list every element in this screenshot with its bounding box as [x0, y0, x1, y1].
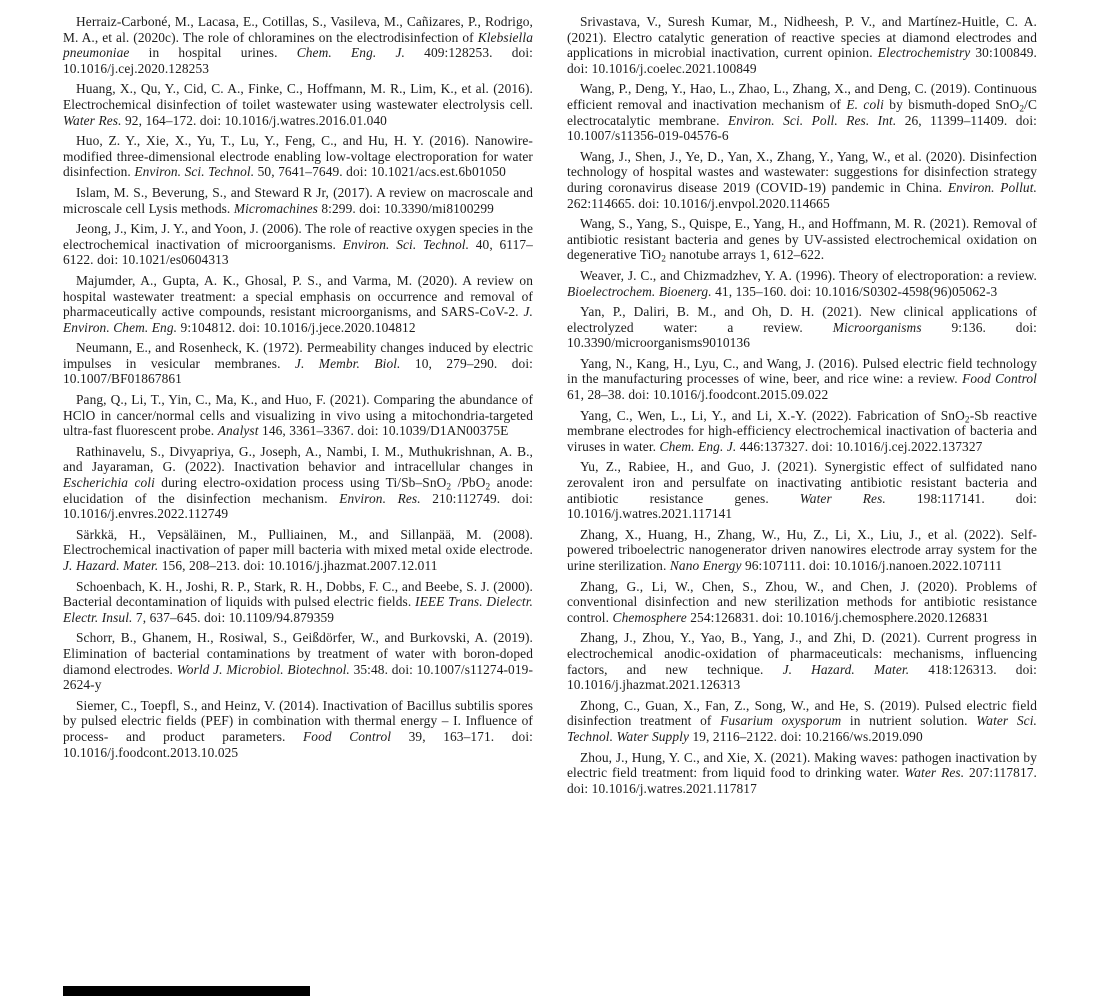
reference-italic-text: J. Membr. Biol.	[294, 355, 401, 371]
page-edge-artifact-bar	[63, 986, 310, 996]
reference-entry	[567, 216, 1037, 263]
reference-text: Yu, Z., Rabiee, H., and Guo, J. (2021). Synergistic effect of sulfidated nano zerovalent iron and persulfate on inactivating antibiotic resistant bacteria and antibiotic resistance genes.	[567, 459, 1037, 506]
reference-italic-text: Microorganisms	[832, 319, 922, 335]
reference-italic-text: Bioelectrochem. Bioenerg.	[567, 283, 712, 299]
reference-text: 210:112749. doi: 10.1016/j.envres.2022.112749	[63, 490, 533, 522]
reference-text: 96:107111. doi: 10.1016/j.nanoen.2022.107111	[741, 558, 1003, 573]
reference-italic-text: Environ. Sci. Technol.	[134, 164, 255, 180]
reference-text: 446:137327. doi: 10.1016/j.cej.2022.137327	[736, 438, 983, 454]
reference-text: anode: elucidation of the disinfection mechanism.	[63, 475, 533, 506]
reference-text: in hospital urines.	[129, 45, 297, 61]
reference-italic-text: Nano Energy	[669, 558, 742, 573]
reference-italic-text: Water Sci. Technol. Water Supply	[567, 713, 1037, 744]
reference-subscript-text: 2	[964, 415, 970, 425]
reference-entry	[567, 698, 1037, 745]
reference-text: 19, 2116–2122. doi: 10.2166/ws.2019.090	[689, 728, 923, 744]
reference-text: Yan, P., Daliri, B. M., and Oh, D. H. (2021). New clinical applications of electrolyzed water: a review.	[567, 304, 1037, 335]
reference-entry	[567, 81, 1037, 143]
reference-italic-text: Micromachines	[233, 200, 318, 216]
reference-italic-text: J. Environ. Chem. Eng.	[63, 304, 533, 335]
reference-text: Yang, N., Kang, H., Lyu, C., and Wang, J. (2016). Pulsed electric field technology in the manufacturing processes of wine, beer, and rice wine: a review.	[567, 355, 1037, 387]
reference-text: 26, 11399–11409. doi: 10.1007/s11356-019-04576-6	[567, 112, 1037, 144]
reference-text: -Sb reactive membrane electrodes for high-efficiency electrochemical inactivation of bacteria and viruses in water.	[567, 407, 1037, 454]
reference-text: Herraiz-Carboné, M., Lacasa, E., Cotillas, S., Vasileva, M., Cañizares, P., Rodrigo, M. A., et al. (2020c). The role of chloramines on the electrodisinfection of	[63, 14, 533, 45]
two-column-layout	[63, 14, 1037, 801]
reference-text: 35:48. doi: 10.1007/s11274-019-2624-y	[63, 661, 533, 693]
references-column-right	[567, 14, 1037, 801]
reference-text: Srivastava, V., Suresh Kumar, M., Nidheesh, P. V., and Martínez-Huitle, C. A. (2021). Electro catalytic generation of reactive species at diamond electrodes and applications in microbial inactivation, current opinion.	[567, 14, 1037, 61]
reference-text: Särkkä, H., Vepsäläinen, M., Pulliainen, M., and Sillanpää, M. (2008). Electrochemical inactivation of paper mill bacteria with mixed metal oxide electrode.	[63, 526, 533, 558]
reference-text: 92, 164–172. doi: 10.1016/j.watres.2016.01.040	[121, 112, 387, 128]
reference-text: 9:104812. doi: 10.1016/j.jece.2020.104812	[177, 319, 416, 335]
reference-text: 156, 208–213. doi: 10.1016/j.jhazmat.2007.12.011	[158, 558, 438, 573]
reference-entry	[63, 273, 533, 335]
reference-entry	[63, 81, 533, 128]
reference-italic-text: Fusarium oxysporum	[720, 713, 842, 729]
reference-subscript-text: 2	[661, 254, 666, 265]
reference-text: Yang, C., Wen, L., Li, Y., and Li, X.-Y. (2022). Fabrication of SnO	[580, 407, 965, 423]
reference-italic-text: Environ. Pollut.	[947, 179, 1037, 195]
reference-entry	[567, 579, 1037, 626]
reference-text: Schoenbach, K. H., Joshi, R. P., Stark, R. H., Dobbs, F. C., and Beebe, S. J. (2000). Bacterial decontamination of liquids with pulsed electric fields.	[63, 578, 533, 610]
reference-text: Rathinavelu, S., Divyapriya, G., Joseph, A., Nambi, I. M., Muthukrishnan, A. B., and Jayaraman, G. (2022). Inactivation behavior and intracellular changes in	[63, 443, 533, 475]
reference-text: /C electrocatalytic membrane.	[567, 96, 1038, 128]
reference-entry	[63, 221, 533, 268]
reference-entry	[567, 304, 1037, 351]
reference-text: 61, 28–38. doi: 10.1016/j.foodcont.2015.09.022	[567, 387, 829, 403]
reference-text: 10, 279–290. doi: 10.1007/BF01867861	[63, 355, 533, 387]
references-column-left	[63, 14, 533, 801]
reference-entry	[63, 630, 533, 692]
reference-italic-text: Water Res.	[63, 112, 122, 128]
reference-text: 8:299. doi: 10.3390/mi8100299	[317, 200, 494, 216]
reference-text: Weaver, J. C., and Chizmadzhev, Y. A. (1996). Theory of electroporation: a review.	[580, 267, 1037, 283]
reference-entry	[63, 579, 533, 626]
reference-text: 39, 163–171. doi: 10.1016/j.foodcont.2013.10.025	[63, 728, 533, 760]
reference-entry	[63, 527, 533, 574]
reference-text: Wang, P., Deng, Y., Hao, L., Zhao, L., Zhang, X., and Deng, C. (2019). Continuous efficient removal and inactivation mechanism of	[567, 81, 1037, 112]
reference-text: 7, 637–645. doi: 10.1109/94.879359	[132, 609, 335, 625]
reference-italic-text: Food Control	[303, 728, 392, 744]
reference-italic-text: Environ. Sci. Poll. Res. Int.	[727, 112, 897, 128]
reference-entry	[567, 527, 1037, 574]
reference-italic-text: Analyst	[217, 423, 259, 439]
reference-text: Wang, S., Yang, S., Quispe, E., Yang, H., and Hoffmann, M. R. (2021). Removal of antibiotic resistant bacteria and genes by UV-assisted electrochemical oxidation on degenerative TiO	[567, 216, 1037, 263]
reference-subscript-text: 2	[485, 482, 491, 493]
reference-entry	[567, 14, 1037, 76]
reference-entry	[63, 340, 533, 387]
reference-text: Neumann, E., and Rosenheck, K. (1972). Permeability changes induced by electric impulses in vesicular membranes.	[63, 340, 533, 371]
reference-text: 30:100849. doi: 10.1016/j.coelec.2021.100849	[567, 45, 1037, 76]
reference-entry	[63, 185, 533, 216]
reference-entry	[63, 698, 533, 760]
reference-text: Siemer, C., Toepfl, S., and Heinz, V. (2014). Inactivation of Bacillus subtilis spores by pulsed electric fields (PEF) in combination with thermal energy – I. Influence of process- and product parameters.	[63, 697, 533, 744]
reference-italic-text: Food Control	[962, 371, 1037, 387]
reference-entry	[567, 408, 1037, 455]
reference-italic-text: Chem. Eng. J.	[296, 45, 405, 61]
reference-entry	[567, 459, 1037, 521]
reference-text: 254:126831. doi: 10.1016/j.chemosphere.2020.126831	[686, 609, 989, 625]
reference-subscript-text: 2	[446, 482, 452, 493]
reference-text: Majumder, A., Gupta, A. K., Ghosal, P. S., and Varma, M. (2020). A review on hospital wastewater treatment: a special emphasis on occurrence and removal of pharmaceutically active compounds, resistant microorganisms, and SARS-CoV-2.	[63, 272, 533, 320]
reference-text: 50, 7641–7649. doi: 10.1021/acs.est.6b01050	[254, 164, 506, 180]
reference-italic-text: Environ. Sci. Technol.	[342, 236, 470, 252]
reference-italic-text: E. coli	[846, 96, 884, 112]
reference-text: Wang, J., Shen, J., Ye, D., Yan, X., Zhang, Y., Yang, W., et al. (2020). Disinfection technology of hospital wastes and wastewater: suggestions for disinfection strategy during coronavirus disease 2019 (COVID-19) pandemic in China.	[567, 148, 1037, 195]
reference-entry	[567, 750, 1037, 797]
reference-text: in nutrient solution.	[841, 713, 977, 729]
reference-italic-text: Klebsiella pneumoniae	[63, 29, 533, 61]
reference-entry	[63, 444, 533, 522]
reference-text: nanotube arrays 1, 612–622.	[666, 247, 825, 263]
reference-entry	[567, 630, 1037, 692]
reference-text: 146, 3361–3367. doi: 10.1039/D1AN00375E	[258, 423, 509, 439]
reference-text: Islam, M. S., Beverung, S., and Steward R Jr, (2017). A review on macroscale and microscale cell Lysis methods.	[63, 184, 533, 216]
reference-subscript-text: 2	[1019, 104, 1025, 115]
reference-text: Zhang, X., Huang, H., Zhang, W., Hu, Z., Li, X., Liu, J., et al. (2022). Self-powered triboelectric nanogenerator driven nanowires electrode array system for the urine sterilization.	[567, 526, 1037, 573]
reference-italic-text: Water Res.	[799, 490, 886, 506]
reference-text: /PbO	[451, 475, 486, 491]
reference-italic-text: Water Res.	[904, 765, 965, 781]
reference-text: Schorr, B., Ghanem, H., Rosiwal, S., Geißdörfer, W., and Burkovski, A. (2019). Elimination of bacterial contaminations by treatment of water with boron-doped diamond electrodes.	[63, 630, 533, 677]
reference-entry	[567, 268, 1037, 299]
reference-text: 418:126313. doi: 10.1016/j.jhazmat.2021.126313	[567, 661, 1038, 693]
reference-text: 9:136. doi: 10.3390/microorganisms9010136	[567, 319, 1038, 351]
reference-text: 41, 135–160. doi: 10.1016/S0302-4598(96)05062-3	[711, 283, 998, 299]
reference-text: Jeong, J., Kim, J. Y., and Yoon, J. (2006). The role of reactive oxygen species in the electrochemical inactivation of microorganisms.	[63, 221, 533, 252]
reference-text: Huang, X., Qu, Y., Cid, C. A., Finke, C., Hoffmann, M. R., Lim, K., et al. (2016). Electrochemical disinfection of toilet wastewater using wastewater electrolysis cell.	[63, 81, 533, 112]
reference-entry	[567, 149, 1037, 211]
reference-text: Zhang, J., Zhou, Y., Yao, B., Yang, J., and Zhi, D. (2021). Current progress in electrochemical anodic-oxidation of pharmaceuticals: mechanisms, influencing factors, and new technique.	[567, 630, 1037, 677]
reference-entry	[63, 14, 533, 76]
reference-text: Zhou, J., Hung, Y. C., and Xie, X. (2021). Making waves: pathogen inactivation by electric field treatment: from liquid food to drinking water.	[567, 749, 1037, 781]
reference-italic-text: J. Hazard. Mater.	[63, 558, 159, 573]
reference-text: 40, 6117–6122. doi: 10.1021/es0604313	[63, 236, 533, 268]
reference-entry	[63, 133, 533, 180]
reference-entry	[63, 392, 533, 439]
reference-text: 198:117141. doi: 10.1016/j.watres.2021.117141	[567, 490, 1037, 522]
reference-text: 262:114665. doi: 10.1016/j.envpol.2020.114665	[567, 195, 830, 211]
reference-italic-text: Electrochemistry	[877, 45, 971, 61]
reference-italic-text: World J. Microbiol. Biotechnol.	[176, 661, 350, 677]
reference-italic-text: Chem. Eng. J.	[659, 438, 737, 454]
reference-italic-text: Escherichia coli	[63, 475, 155, 491]
reference-text: Huo, Z. Y., Xie, X., Yu, T., Lu, Y., Feng, C., and Hu, H. Y. (2016). Nanowire-modified three-dimensional electrode enabling low-voltage electroporation for water disinfection.	[63, 133, 533, 180]
reference-italic-text: J. Hazard. Mater.	[782, 661, 910, 677]
reference-text: 207:117817. doi: 10.1016/j.watres.2021.117817	[567, 765, 1037, 796]
reference-text: by bismuth-doped SnO	[883, 96, 1020, 112]
reference-text: 409:128253. doi: 10.1016/j.cej.2020.128253	[63, 45, 533, 76]
reference-text: during electro-oxidation process using Ti/Sb–SnO	[154, 475, 447, 491]
reference-italic-text: Environ. Res.	[339, 490, 421, 506]
reference-text: Pang, Q., Li, T., Yin, C., Ma, K., and Huo, F. (2021). Comparing the abundance of HClO in cancer/normal cells and visualizing in vivo using a mitochondria-targeted ultra-fast fluorescent probe.	[63, 392, 533, 439]
reference-text: Zhang, G., Li, W., Chen, S., Zhou, W., and Chen, J. (2020). Problems of conventional disinfection and new sterilization methods for antibiotic resistance control.	[567, 578, 1037, 625]
reference-italic-text: IEEE Trans. Dielectr. Electr. Insul.	[63, 594, 533, 625]
reference-italic-text: Chemosphere	[612, 609, 687, 625]
reference-text: Zhong, C., Guan, X., Fan, Z., Song, W., and He, S. (2019). Pulsed electric field disinfection treatment of	[567, 697, 1037, 729]
reference-entry	[567, 356, 1037, 403]
